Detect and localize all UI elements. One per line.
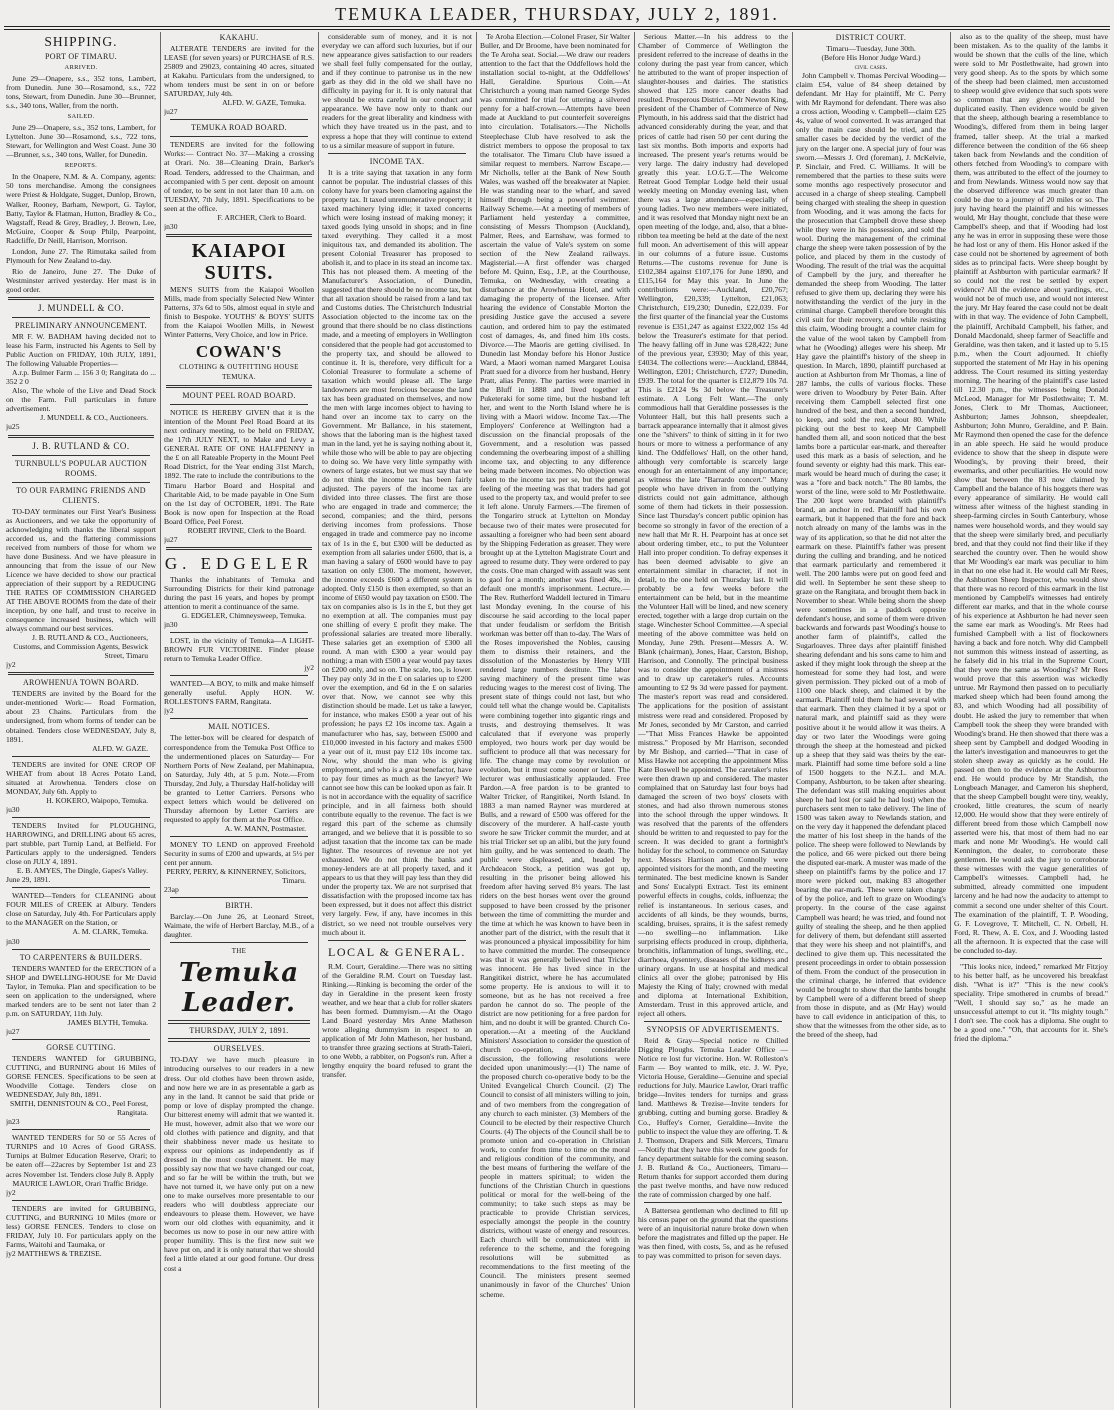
rutland-heading: J. B. RUTLAND & CO. — [32, 440, 130, 451]
boy-wanted-date: jy2 — [164, 706, 174, 716]
reports-text: In the Onapere, N.M. & A. Company, agents: 50 tons merchandise. Among the consignees were Priest & Holdgate, Sugget, Dunlop, Brown, Walker, Rooney, Barham, Newport, G. Taylor, Batty, Taylor & Flatman, Hutton, Bradley & Co., Wagstaff, Read & Grey, Bradley, J. Brown, Lee, McGuire, Cooper & Soup Philp, Pearpoint, Radcliffe, Dr Neill, Harrison, Morrison. — [6, 172, 156, 245]
cleaning-signature: A. M. CLARK, Temuka. — [72, 927, 148, 937]
column-1 — [6, 32, 156, 1408]
edgeler-text: Thanks the inhabitants of Temuka and Surrounding Districts for their kind patronage during the past 16 years, and hopes by prompt attention to merit a continuance of the same. — [164, 574, 314, 611]
plough-signature: E. B. AMYES, The Dingle, Gapes's Valley. — [16, 866, 148, 876]
crop-date: ju30 — [6, 804, 20, 814]
divider — [12, 817, 150, 818]
mount-peel-heading: MOUNT PEEL ROAD BOARD. — [182, 391, 296, 401]
carpenters-signature: JAMES BLYTH, Temuka. — [67, 1017, 148, 1027]
farming-heading: TO OUR FARMING FRIENDS AND CLIENTS. — [16, 485, 146, 505]
cleaning-text: WANTED—Tenders for CLEANING about FOUR MILES of CREEK at Albury. Tenders close on Saturday, July 4th. For Particulars apply to the MANAGER on the Station, or — [6, 891, 156, 928]
sailed-heading: SAILED. — [67, 113, 95, 121]
divider — [170, 675, 308, 676]
column-3 — [322, 32, 472, 1408]
kakahu-text: ALTERATE TENDERS are invited for the LEASE (for seven years) or PURCHASE of R.S. 25809 and 29023, containing 40 acres, situated at Kakahu. Particulars from the undersigned, to whom tenders must be sent in on or before SATURDAY, July 4th. — [164, 44, 314, 99]
divider — [166, 547, 312, 550]
column-divider — [318, 32, 319, 1408]
prelim-items: A.r.p. Bulmer Farm ... 156 3 0; Rangitata do ... 352 2 0 — [6, 368, 156, 387]
kakahu-date: ju27 — [164, 107, 178, 117]
local-general-text: R.M. Court, Geraldine.—There was no sitting of the Geraldine R.M. Court on Tuesday last. Rinking.—Rinking is becoming the order of the day in Geraldine in the present keen frosty weather, and we hear that a club for roller skaters has been formed. Dummyism.—At the Otago Land Board yesterday Mrs Anne Matheson wrote alleging dummyism in respect to an application of Mr John Matheson, her husband, to transfer three grazing sections at Strath-Taieri, to one Webb, a rabbiter, on Pogson's run. After a lengthy enquiry the board refused to grant the transfer. — [322, 961, 472, 1080]
income-tax-text: It is a trite saying that taxation in any form cannot be popular. The industrial classes of this colony have for years been clamoring against the property tax. It taxed unremunerative property; it taxed machinery lying idle; it taxed concerns which were losing instead of making money; it taxed goods lying unsold in shops; and in fine taxed everything. They called it a most iniquitous tax, and demanded its abolition. The present Colonial Treasurer has proposed to abolish it, and to place in its stead an income tax. This has not pleased them. A meeting of the Manufacturer's Association, of Dunedin, suggested that there should be no income tax, but that all taxation should be raised from a land tax and Customs duties. The Christchurch Industrial Association objected to the income tax on the ground that there should be no class distinctions made, and a meeting of employers in Wellington considered that the people had got accustomed to the property tax, and should be allowed to continue it. It is, therefore, very difficult for a Colonial Treasurer to formulate a scheme of taxation which would please all. The large landowners are most ferocious because the land tax has been graduated on themselves, and now the men with large incomes object to having to hand over an income tax to carry on the Government. Mr Ballance, in his statement, shows that the laboring man is the highest taxed man in the land, yet he is saying nothing about it, while those who will be able to pay are objecting to doing so. We have very little sympathy with owners of large estates, but we must say that we do not think the income tax has been fairly adjusted. The payers of the income tax are divided into three classes. The first are those who are engaged in trade and commerce; the second, companies; and the third, persons deriving incomes from professions. Those engaged in trade and commerce pay no income tax of 1s in the £, but £300 will be deducted as exemption from all salaries under £600, that is, a man having a salary of £600 would have to pay taxation on only £300. The moment, however, the income exceeds £600 a different system is adopted. Only £150 is then exempted, so that an income of £650 would pay taxation on £500. The tax on companies also is 1s in the £, but they get no exemption at all. The companies must pay one shilling of every £ profit they make. The professional salaries are treated more liberally. These salaries get an exemption of £300 all round. A man with £300 a year would pay nothing; a man with £500 a year would pay taxes on £200 only, and so on. The scale, too, is lower. They pay only 3d in the £ on salaries up to £200 over the exemption, and 6d in the £ on salaries over that. Now, we cannot see why this distinction should be made. Let us take a lawyer, for instance, who makes £500 a year out of his profession; he pays £2 10s income tax. Again a manufacturer who has, say, between £5000 and £10,000 invested in his factory and makes £500 a year out of it, must pay £12 10s income tax. Now, why should the man who is giving employment, and who is a great benefactor, have to pay four times as much as the lawyer? We cannot see how this can be looked upon as fair. It is not in accordance with the equality of sacrifice principle, and in all fairness both should contribute equally to the revenue. The fact is we regard this part of the scheme as clumsily arranged, and we believe that it is possible to so adjust taxation that the income tax can be made lighter. The resources of revenue are not yet exhausted. We do not think the banks and money-lenders are at all properly taxed, and it appears to us that they will pay less than they did under the property tax. We are not surprised that dissatisfaction with the proposed income tax has been expressed, but it does not affect this district very largely. Few, if any, have incomes in this district, so we need not trouble ourselves very much about it. — [322, 167, 472, 937]
prelim-signature: J. MUNDELL & CO., Auctioneers. — [40, 413, 148, 423]
turnbull-heading: TURNBULL'S POPULAR AUCTION ROOMS. — [14, 458, 148, 478]
nameplate-rule — [168, 1020, 310, 1024]
masthead-rule — [4, 29, 1110, 30]
farming-date: jy2 — [6, 660, 16, 670]
divider — [170, 897, 308, 898]
money-text: MONEY TO LEND on approved Freehold Security in sums of £200 and upwards, at 5½ per cent per annum. — [164, 840, 314, 868]
divider — [170, 718, 308, 719]
boy-wanted-text: WANTED—A BOY, to milk and make himself generally useful. Apply HON. W. ROLLESTON'S FARM, Rangitata. — [164, 679, 314, 707]
shipping-heading: SHIPPING. — [44, 34, 118, 49]
dateline-rule — [168, 1038, 310, 1042]
income-tax-heading: INCOME TAX. — [369, 156, 425, 166]
cowan-heading: COWAN'S — [195, 342, 283, 362]
prelim-heading: PRELIMINARY ANNOUNCEMENT. — [15, 320, 147, 330]
lost-text: LOST, in the vicinity of Temuka—A LIGHT-BROWN FUR VICTORINE. Finder please return to Temuka Leader Office. — [164, 636, 314, 664]
gorse-date: jn23 — [6, 1117, 20, 1127]
divider — [960, 958, 1102, 959]
divider — [8, 435, 154, 438]
turnips-text: WANTED TENDERS for 50 or 55 Acres of TURNIPS and 10 Acres of Good GRASS. Turnips at Bulmer Education Reserve, Orari; to be eaten off—22acres by September 1st and 23 acres November 1st. Tenders close July 8. Apply — [6, 1133, 156, 1179]
rio-text: Rio de Janeiro, June 27. The Duke of Westminster arrived yesterday. Her mast is in good order. — [6, 266, 156, 294]
edgeler-date: jn30 — [164, 620, 178, 630]
divider — [8, 297, 154, 300]
column-2 — [164, 32, 314, 1408]
road-board-date: jn30 — [164, 221, 178, 231]
gorse-signature: SMITH, DENNISTOUN & CO., Peel Forest, Rangitata. — [9, 1099, 148, 1118]
lost-date: jy2 — [304, 663, 314, 673]
kaiapoi-text: MEN'S SUITS from the Kaiapoi Woollen Mills, made from specially Selected New Winter Patterns, 37s 6d to 50s, almost equal in style and finish to Bespoke. YOUTHS' & BOYS' SUITS from the Kaiapoi Woollen Mills, in Newest Winter Patterns, Very Choice, and low in Price. — [164, 284, 314, 340]
kaiapoi-heading: KAIAPOI SUITS. — [191, 239, 287, 284]
divider — [12, 1039, 150, 1040]
nameplate-the: THE — [231, 947, 247, 956]
court-subheading: Timaru—Tuesday, June 30th. — [826, 44, 916, 53]
gorse-heading: GORSE CUTTING. — [46, 1042, 116, 1052]
column-divider — [634, 32, 635, 1408]
money-signature: PERRY, PERRY, & KINNERNEY, Solicitors, Timaru. — [166, 867, 306, 886]
column-divider — [950, 32, 951, 1408]
divider — [170, 136, 308, 137]
dateline: THURSDAY, JULY 2, 1891. — [189, 1026, 289, 1036]
shipping-subheading: PORT OF TIMARU. — [45, 52, 117, 61]
divider — [8, 672, 154, 675]
divider — [12, 482, 150, 483]
divider — [12, 756, 150, 757]
local-general-items-2: Serious Matter.—In his address to the Chamber of Commerce of Wellington the president referred to the increase of deaths in the colony during the past year from cancer, which he attributed to the want of proper inspection of slaughter-houses and dairies. The statistics showed that 125 more cancer deaths had resulted. Prosperous District.—Mr Newton King, president of the Chamber of Commerce of New Plymouth, in his address said that the district had advanced considerably during the year, and that prices of cattle had risen 50 per cent during the last six months. Both imports and exports had increased. The present year's returns would be very large. The dairy industry had developed greatly this year. I.O.G.T.—The Welcome Retreat Good Templar Lodge held their usual weekly meeting on Monday evening last, when there was a large attendance—especially of young ladies. Two new members were initiated, and it was resolved that Monday night next be an open meeting of the lodge, and, also, that a blue-ribbon tea meeting be held at the date of the next full moon. An advertisement of this will appear in our columns of a future issue. Customs Returns.—The customs revenue for June is £102,384 against £107,176 for June 1890, and £115,164 for May this year. In June the contributions were:—Auckland, £20,767; Wellington, £20,339; Lyttelton, £21,063; Christchurch, £19,230; Dunedin, £22,039. For the first quarter of the financial year the Customs revenue is £351,247 as against £322,002 15s 4d below the Treasurer's estimate for that period. The heavy falling off in June was £28,422; June of the previous year, £3930; May of this year, £4034. The collections were:—Auckland, £8844, Wellington, £201; Christchurch, £727; Dunedin, £939. The total for the quarter is £12,879 10s 7d. This is £2124 9s 3d below the Treasurer's estimate. A Long Felt Want.—The only commodious hall that Geraldine possesses is the Volunteer Hall, but this hall presents such a barrack appearance internally that it almost gives one the "shivers" to think of sitting in it for two hours or more to witness a performance of any kind. The Oddfellows' Hall, on the other hand, although very comfortable is scarcely large enough for an entertainment of any importance; as witness the late "Barrardo concert." Many people who have driven in from the outlying districts could not gain admittance, although some of them had tickets in their possession. Since last Thursday's concert public opinion has become so strongly in favor of the erection of a new hall that Mr R. H. Pearpoint has at once set about ordering timber, etc., to put the Volunteer Hall into proper condition. To defray expenses it has been deemed advisable to give an entertainment similar in character, if not in detail, to the one held on Thursday last. It will probably be a few weeks before the entertainment can be held, but in the meantime the Volunteer Hall will be lined, and new scenery erected, together with a large drop curtain on the stage. Winchester School Committee.—A special meeting of the above committee was held on Monday, June 29th. Present—Messrs A. W. Blank (chairman), Jones, Haar, Carston, Bishop, Harrison, and Connolly. The principal business was to consider the appointment of a mistress and to draw up caretaker's rules. Accounts amounting to £2 9s 3d were passed for payment. The master's report was read and considered. The applications for the position of assistant mistress were read and considered. Proposed by Mr Jones, seconded by Mr Carston, and carried—"That Miss Frances Hawke be appointed mistress." Proposed by Mr Harrison, seconded by Mr Bishop, and carried—"That in case of Miss Hawke not accepting the appointment Miss Kate Boswell be appointed. The caretaker's rules were then drawn up and considered. The master complained that on Saturday last four boys had damaged the screen of two boys' closets with stones, and had also thrown numerous stones into the school through the upper windows. It was resolved that the parents of the offenders should be written to and requested to pay for the screen. It was decided to grant a fortnight's holiday for the school, to commence on Saturday next. Messrs Harrison and Connolly were appointed visitors for the month, and the meeting terminated. The best medicine known is Sander and Sons' Eucalypti Extract. Test its eminent powerful effects in coughs, colds, influenza; the relief is instantaneous. In serious cases, and accidents of all kinds, be they wounds, burns, scalding, bruises, sprains, it is the safest remedy—no swelling—no inflammation. Like surprising effects produced in croup, diphtheria, bronchitis, inflammation of lungs, swelling, etc., diarrhoea, dysentery, diseases of the kidneys and urinary organs. In use at hospital and medical clinics all over the globe; patronised by His Majesty the King of Italy; crowned with medal and diploma at International Exhibition, Amsterdam. Trust in this approved article, and reject all others. — [638, 32, 788, 1019]
carpenters-date: ju27 — [6, 1026, 20, 1036]
turnips-signature: MAURICE LAWLOR, Orari Traffic Bridge. — [12, 1178, 148, 1188]
masthead: TEMUKA LEADER, THURSDAY, JULY 2, 1891. — [335, 4, 779, 24]
farming-text: TO-DAY terminates our First Year's Business as Auctioneers, and we take the opportunity of acknowledging with thanks the liberal support accorded us, and the flattering commissions received from numbers of those for whom we have done Business. And we have pleasure in announcing that from the issue of our New Licence we have decided to show our practical appreciation of their support by a REDUCING THE RATES OF COMMISSION CHARGED AT THE ABOVE ROOMS from the date of their inception, by one half, and trust to receive in consequence increased business, which will always command our best services. — [6, 506, 156, 634]
arrived-text: June 29—Onapere, s.s., 352 tons, Lambert, from Dunedin. June 30—Rosamond, s.s., 722 tons, Stewart, from Dunedin. June 30—Brunner, s.s., 340 tons, Waller, from the north. — [6, 74, 156, 111]
prelim-text: MR F. W. BADHAM having decided not to lease his Farm, instructed his Agents to Sell by Public Auction on FRIDAY, 10th JULY, 1891, The following Valuable Properties— — [6, 331, 156, 369]
divider — [170, 119, 308, 120]
arowhenua-signature: ALFD. W. GAZE. — [92, 743, 148, 753]
edgeler-signature: G. EDGELER, Chimneysweep, Temuka. — [181, 611, 306, 621]
london-text: London, June 27. The Rimutaka sailed from Plymouth for New Zealand to-day. — [6, 246, 156, 265]
divider — [166, 234, 312, 237]
mount-peel-date: ju27 — [164, 534, 178, 544]
local-general-items: Te Aroha Election.—Colonel Fraser, Sir Walter Buller, and Dr Broome, have been nominated for the Te Aroha seat. Social.—We draw our readers attention to the fact that the Oddfellows hold the installation social to-night, at the Oddfellows' Hall, Geraldine. Spurious Coin.—At Christchurch a young man named George Sydes was committed for trial for uttering a silvered penny for a half-crown.—Attempts have been made at Auckland to put counterfeit sovereigns into circulation. Totalisators.—The Nicholls Steeplechase Club have resolved to ask the district members to oppose the proposal to tax the totalisator. The Timaru Club have issued a similar request to members. Narrow Escape.—Mr Nicholls, teller at the Bank of New South Wales, was washed off the breakwater at Napier. He was standing near to the wharf, and saved himself through being a powerful swimmer. Railway Scheme.—At a meeting of members of Parliament held yesterday a committee, consisting of Messrs Thompson (Auckland), Palmer, Rees, and Earnshaw, was formed to ascertain the value of Vale's system on some section of the New Zealand railways. Magisterial.—A first offender was charged before M. Quinn, Esq., J.P., at the Courthouse, Temuka, on Wednesday, with creating a disturbance at the Arowhenua Hotel, and with damaging the property of the licensee. After hearing the evidence of Constable Morton the presiding Justice gave the accused a severe caution, and ordered him to pay the estimated cost of damages, 4s, and fined him 10s costs. Divorce.—The Maoris are getting civilised. In Dunedin last Monday before his Honor Justice Ward, a Maori woman named Margaret Louisa Pratt sued for a divorce from her husband, Henry Pratt, alias Penny. The parties were married in the Bluff in 1888 and lived together at Puketeraki for some time, but the husband left her, and went to the North Island where he is living with a Maori widow. Income Tax.—The Employers' Conference at Wellington had a discussion on the financial proposals of the Government, and a resolution was passed condemning the overbearing impost of a shilling income tax, and objecting to any difference being made between incomes. No objection was taken to the income tax per se, but the general feeling of the meeting was that traders had got used to the property tax, and would prefer to see it left alone. Unruly Farmers.—The firemen of the Tongariro struck at Lyttelton on Monday because two of their mates were prosecuted for assaulting a foreigner who had been sent aboard by the Shipping Federation as greaser. They were brought up at the Lyttelton Magistrate Court and agreed to resume duty. They were ordered to pay the costs. One man charged with assault was sent to gaol for a month; another was fined 40s, in default one month's imprisonment. Lecture.—The Rev. Rutherford Waddell lectured in Timaru last Monday evening. In the course of his discourse he said according to the local paper that under feudalism or serfdom the British workman was better off than to-day. The Wars of the Roses impoverished the Nobles, causing them to dismiss their retainers, and the dissolution of the Monasteries by Henry VIII rendered large numbers destitute. The labor saving machinery of the present time was reducing wages to the merest cost of living. The present state of things could not last, but who could tell what the change would be. Capitalists were combining together into gigantic rings and trusts, and destroying themselves. It was calculated that if everyone was properly employed, two hours work per day would be sufficient to produce all that was necessary for life. The change may come by revolution or evolution, but it must come sooner or later. The lecturer was enthusiastically applauded. Free Pardon.—A free pardon is to be granted to Walter Tricker, of Rangitikei, North Island. In 1883 a man named Rayner was murdered at Bulls, and a reward of £500 was offered for the discovery of the murderer. A half-caste youth swore he saw Tricker commit the murder, and at his trial Tricker set up an alibi, but the jury found him guilty, and he was sentenced to death. The public were displeased, and, headed by Archdeacon Stock, a petition was got up, resulting in the prisoner being allowed his freedom after having served 8½ years. The last riders on the best horses went over the ground supposed to have been crossed by the prisoner between the time of committing the murder and the time at which he was known to have been in another part of the district, with the result that it was pronounced a physical impossibility for him to have committed the murder. The consequence was that it was generally believed that Tricker was innocent. He has lived since in the Rangitikei district, where he has accumulated some property. He is anxious to will it to someone, but as he has not received a free pardon he cannot do so. The people of the district are now petitioning for a free pardon for him, and no doubt it will be granted. Church Co-operation.—At a meeting of the Auckland Ministers' Association to consider the question of church co-operation, after considerable discussion, the following resolutions were decided upon unanimously:—(1) The name of the proposed church co-operative body to be the United Evangelical Church Council. (2) The Council to consist of all ministers willing to join, and of two members from the congregation of any church to each minister. (3) Members of the Council to be elected by their respective Church Courts. (4) The objects of the Council shall be to promote union and co-operation in Christian work, to confer from time to time on the moral and religious condition of the community, and the best means of furthering the welfare of the people in matters spiritual; to widen the functions of the Christian Church in questions political or moral for the well-being of the community; to take such steps as may be practicable to provide Christian services, especially amongst the people in the country districts, without waste of energy and resources. Each church will be communicated with in reference to the scheme, and the foregoing resolutions will be submitted as recommendations to the first meeting of the Council. The ministers present seemed unanimously in favor of the Churches' Union scheme. — [480, 32, 630, 1299]
plough-text: TENDERS Invited for PLOUGHING, HARROWING, and DRILLING about 65 acres, part stubble, part Turnip Land, at Belfield. For Particulars apply to the undersigned. Tenders close on JULY 4, 1891. — [6, 820, 156, 867]
turnips-date: jy2 — [6, 1187, 16, 1197]
grubbing-signature: jy2 MATTHEWS & TREZISE. — [6, 1248, 102, 1258]
local-general-heading: LOCAL & GENERAL. — [328, 944, 466, 959]
arowhenua-heading: AROWHENUA TOWN BOARD. — [22, 678, 139, 688]
court-report-text: John Campbell v. Thomas Percival Wooding—claim £54, value of 84 sheep detained by defendant. Mr Hay for plaintiff, Mr C. Perry with Mr Raymond for defendant. There was also a cross action, Wooding v. Campbell—claim £25 4s, value of wool converted. It was arranged that only the main case should be tried, and the smaller cases be decided by the verdict of the jury on the larger one. A special jury of four was sworn.—Messrs J. Ord (foreman), J. McKelvie, P. Sinclair, and Fred. C. Williams. It will be remembered that the parties to these suits were some months ago respectively prosecutor and accused in a charge of sheep stealing. Campbell being charged with stealing the sheep in question from Wooding, and it was among the facts for the prosecution that Campbell drove these sheep while they were in his possession, and sold the wool. During the management of the criminal charge the sheep were taken possession of by the police, and placed by them in the custody of Wooding. The result of the trial was the acquittal of Campbell by the jury, and thereafter he demanded the sheep from Wooding. The latter refused to give them up, declaring they were his notwithstanding the verdict of the jury in the criminal charge. Campbell therefore brought this civil suit for their recovery, and while resisting this claim, Wooding brought a counter claim for the value of the wool taken by Campbell from what he (Wooding) alleges were his sheep. Mr Hay gave the plaintiff's history of the sheep in question. In March, 1890, plaintiff purchased at auction at Ashburton from Mr Thomas, a line of 287 lambs, the culls of various flocks. These were driven to Woodbury by Peter Bain. After receiving them Campbell selected first one hundred of the best, and then a second hundred, to keep, and sold the rest, about 80. While picking out the best to keep Mr Campbell handled them all, and soon noticed that the best lambs bore a particular ear-mark, and thereafter used this mark as a basis of selection, and he found seventy or eighty had this mark. This ear-mark would be heard much of during the case; it was a "fore and back notch." The 80 lambs, the worst of the line, were sold to Mr Postlethwaite. The 200 kept were branded with plaintiff's brand, an anchor in red. Plaintiff had his own earmark, but it happened that the fore and back notch already on many of the lambs was in the way of its application, so that he did not alter the earmark on these. Plaintiff's father was present during the culling and branding, and he noticed that earmark particularly and remembered it well. The 200 lambs were put on good feed and did well. In September he sent these sheep to graze on the Rangitata, and brought them back in November to shear. While being shorn the sheep were sometimes in a paddock opposite defendant's house, and some of them were driven backwards and forwards past Wooding's house to another farm of plaintiff's, called the Sugarloaves. Three days after plaintiff finished shearing defendant and his sons came to him and asked if they might look through the sheep at the homestead for some they had lost, and were given permission. They picked out of a mob of 1100 one black sheep, and claimed it by the earmark. Plaintiff told them he had several with that earmark. Then they claimed it by a spot or natural mark, and plaintiff said as they were positive about it he would allow it was theirs. A day or two later the Woodings were going through the sheep at the homestead and picked up a sheep that they said was theirs by the ear-mark. Plaintiff had some time before sold a line of 1500 hoggets to the N.Z.L. and M.A. Company, Ashburton, to be taken after shearing. The defendant was still making enquiries about sheep he had lost (or said he had lost) when the purchasers sent men to take delivery. The line of 1500 was taken away to Newlands station, and on the very day it happened the defendant placed the matter of his lost sheep in the hands of the police. The sheep were followed to Newlands by the police, and 66 were picked out there being the disputed ear-mark. A muster was made of the sheep on plaintiff's farms by the police and 17 more were picked out, making 83 altogether bearing the ear-mark. These were taken charge of by the police, and left to graze on Wooding's property. In the course of the case against Campbell was heard; he was tried, and found not guilty of stealing the sheep, and he then applied for delivery of them, but defendant still asserted that they were his sheep and not plaintiff's, and declined to give them up. This necessitated the present proceedings in order to obtain possession of them. From the conduct of the prosecution in the criminal charge, he inferred that evidence would be brought to show that the lambs bought by Campbell were of a different breed of sheep from those in dispute, and as (Mr Hay) would have to call evidence in anticipation of this, to show that the witnesses from the other side, as to the breed of the sheep, had — [796, 71, 946, 1040]
road-board-signature: F. ARCHER, Clerk to Board. — [217, 212, 306, 222]
prelim-tail: Also, The whole of the Live and Dead Stock on the Farm. Full particulars in future advertisement. — [6, 386, 156, 414]
column-divider — [792, 32, 793, 1408]
divider — [170, 404, 308, 405]
cleaning-date: jn30 — [6, 936, 20, 946]
carpenters-text: TENDERS WANTED for the ERECTION of a SHOP and DWELLING-HOUSE for Mr David Taylor, in Temuka. Plan and specification to be seen on application to the undersigned, where marked tenders are to be sent not later than 2 p.m. on SATURDAY, 11th July. — [6, 963, 156, 1018]
birth-heading: BIRTH. — [225, 901, 253, 911]
divider — [166, 385, 312, 388]
mail-text: The letter-box will be cleared for despatch of correspondence from the Temuka Post Office to the undermentioned places on Saturday— For Northern Ports of New Zealand, per Mahinapua, on Saturday, July 4th, at 5 p.m. Note.—From Thursday, 2nd July, a Thursday Half-holiday will be granted to Letter Carriers. Persons who expect letters which would be delivered on Thursday afternoon by Letter Carriers are requested to apply for them at the Post Office. — [164, 733, 314, 824]
divider — [170, 942, 308, 943]
ourselves-text: TO-DAY we have much pleasure in introducing ourselves to our readers in a new dress. Our old clothes have been thrown aside, and now here we are in as presentable a garb as any in the land. It cannot be said that pride or pomp or love of display prompted the change. Our bitterest enemy will admit that we wanted it. He must, however, admit also that we wore our old clothes with patience and dignity, and that their shabbiness never made us hesitate to express our opinions as independently as if dressed in the most costly raiment. He may possibly say now that we have changed our coat, and so far he will be within the truth, but we have not turned it, we have only put on a new one to make ourselves more presentable to our readers who will doubtless appreciate our endeavours to please them. However, we have worn our old clothes with equanimity, and it becomes us now to pose in our new attire with proper humility. This is the first new suit we have put on, and it is only natural that we should feel a little elated at our good fortune. Our dress cost a — [164, 1055, 314, 1273]
reports-heading: REPORTS. — [64, 162, 98, 170]
gorse-text: TENDERS WANTED for GRUBBING, CUTTING, and BURNING about 16 Miles of GORSE FENCES. Specifications to be seen at Woodville Cottage. Tenders close on WEDNESDAY, July 8th, 1891. — [6, 1053, 156, 1100]
mail-heading: MAIL NOTICES. — [208, 722, 270, 732]
divider — [644, 1021, 782, 1022]
arowhenua-text: TENDERS are invited by the Board for the under-mentioned Work:— Road Formation, about 23 Chains. Particulars from the undersigned, from whom forms of tender can be obtained. Tenders close WEDNESDAY, July 8, 1891. — [6, 689, 156, 744]
column-4 — [480, 32, 630, 1408]
battersea-text: A Battersea gentleman who declined to fill up his census paper on the ground that the questions were of an inquisitorial nature broke down when before the magistrates and filled up the paper. He was then fined, with costs, 5s, and as he refused to pay was committed to prison for seven days. — [638, 1205, 788, 1261]
column-7 — [954, 32, 1108, 1408]
civil-cases-heading: civil cases. — [854, 62, 888, 72]
column-6 — [796, 32, 946, 1408]
court-judge: (Before His Honor Judge Ward.) — [821, 53, 921, 63]
ourselves-continued: considerable sum of money, and it is not everyday we can afford such luxuries, but if our new appearance gives satisfaction to our readers we shall feel fully compensated for the outlay, and if they continue to patronise us in the new garb as they did in the old we shall have no difficulty in paying for it. It is only natural that we should be extra careful in our conduct and appearance. We have now only to thank our readers for the great liberality and kindness with which they have treated us in the past, and to express a hope that they will continue to extend to us a similar measure of support in future. — [322, 32, 472, 150]
synopsis-heading: SYNOPSIS OF ADVERTISEMENTS. — [646, 1025, 780, 1035]
crop-signature: H. KOKERO, Waipopo, Temuka. — [46, 795, 148, 805]
divider — [12, 317, 150, 318]
prelim-date: ju25 — [6, 422, 20, 432]
mundell-heading: J. MUNDELL & CO. — [38, 302, 124, 313]
money-date: 23ap — [164, 885, 179, 895]
synopsis-text: Reid & Gray—Special notice re Chilled Digging Ploughs. Temuka Leader Office — Notice re lost fur victorine. Hon. W. Rolleston's Farm — Boy wanted to milk, etc. J. W. Pye, Victoria House, Geraldine—Genuine and special reductions for July. Maurice Lawlor, Orari traffic bridge—Invites tenders for turnips and grass land. Matthews & Trezise—Invite tenders for grubbing, cutting and burning gorse. Bradley & Co., Huffey's Corner, Geraldine—Invite the public to inspect the value they are offering. T. & J. Thomson, Drapers and Silk Mercers, Timaru—Notify that they have this week new goods for fancy department suitable for the coming season. J. B. Rutland & Co., Auctioneers, Timaru—Return thanks for support accorded them during the past twelve months, and have now reduced the rate of commission charged by one half. — [638, 1036, 788, 1199]
ourselves-heading: OURSELVES. — [213, 1044, 265, 1054]
mount-peel-text: NOTICE IS HEREBY GIVEN that it is the intention of the Mount Peel Road Board at its next ordinary meeting, to be held on FRIDAY, the 17th JULY NEXT, to Make and Levy a GENERAL RATE OF ONE HALFPENNY in the £ on all Rateable Property in the Mount Peel Road District, for the Year ending 31st March, 1892. The rate to include the contributions to the Timaru Harbor Board and Hospital and Charitable Aid, to be made payable in One Sum on the 1st day of OCTOBER, 1891. The Rate Book is now open for Inspection at the Road Board Office, Peel Forest. — [164, 408, 314, 526]
column-5 — [638, 32, 788, 1408]
kakahu-heading: KAKAHU. — [219, 33, 259, 42]
divider — [170, 836, 308, 837]
divider — [12, 887, 150, 888]
court-report-continued: also as to the quality of the sheep, must have been mistaken. As to the quality of the lambs it would be shown that the culls of the line, which were sold to Mr Postlethwaite, had grown into very good sheep. As to the spots by which some of the sheep had been claimed, men accustomed to sheep would give evidence that such spots were so common that any given one could be duplicated easily. Then evidence would be given that the sheep, although bearing a resemblance to Wooding's, differed from them in being larger framed, taller sheep. At the trial a marked difference between the condition of the 66 sheep taken back from Newlands and the condition of others fetched from Wooding's to compare with them, was attributed to the effect of the journey to and from Newlands. Witness would now say that the observed difference was much greater than could be due to a journey of 20 miles or so. The jury having heard the plaintiff and his witnesses would, Mr Hay thought, conclude that these were Campbell's sheep, and that if Wooding had lost any he was in error in supposing these were those he had lost or any of them. His Honor asked if the case could not be shortened by agreement of both sides as to principal facts. Were sheep bought by plaintiff at Ashburton with particular earmark? If so could not the rest be settled by expert evidence? All the evidence about yardings, etc., would not be of much use, and would not interest the jury. Mr Hay feared the case could not be dealt with in that way. The evidence of John Campbell, the plaintiff, Archibald Campbell, his father, and Donald Macdonald, sheep farmer of Seacliffe and Geraldine, was then taken, and it lasted up to 5.15 p.m., when the Court adjourned. It chiefly supported the statement of Mr Hay in his opening address. The Court resumed its sitting yesterday morning. The hearing of the plaintiff's case lasted till 12.30 p.m., the witnesses being Donald McLeod, Manager for Mr Postlethwaite; T. M. Jones, Clerk to Mr Thomas, Auctioneer, Ashburton; James Johnson, sheepdealer, Ashburton; John Munro, Geraldine, and P. Bain. Mr Raymond then opened the case for the defence in an able speech. He said he would produce evidence to show that the sheep in dispute were Wooding's, by proving their breed, their ewemarks, and other peculiarities. He would now show that between the 83 now claimed by Campbell and the balance of his hoggets there was every appearance of similarity. He would call witness after witness of the highest standing in sheep-farming circles in South Canterbury, whose names were household words, and they would say that the sheep were similarly bred, and peculiarly bred, and that they could not find their like if they searched the country over. Then he would show that Mr Wooding's ear mark was peculiar to him in that no one else had it. He would call Mr Rees, the Ashburton Sheep Inspector, who would show that there was no record of this earmark in the list mentioned by Campbell's witnesses had entirely different ear marks, and that in the whole course of his experience at Ashburton he had never seen the same ear mark as Wooding's. Mr Rees had furnished Campbell with a list of flockowners having a back and fore notch. Why did Campbell not summon this witness instead of asserting, as he falsely did in his trial in the Supreme Court, that they were the same as Wooding's? Mr Rees would prove that this assertion was wickedly untrue. Mr Raymond then passed on to peculiarly marked sheep which had been found among the 83, and which Wooding had all possibility of doubt. He asked the jury to remember that when Campbell took the sheep they were branded with Wooding's brand. He then showed that there was a sheep sent by Campbell and dodged Wooding in the latter's investigation and manoeuvres to get the stolen sheep away as quickly as he could. He passed on then to the evidence at the Ashburton end. He would produce by Mr Standish, the Longbeach Manager, and Cameron his shepherd, that the sheep Campbell bought were tiny, weakly, crooked, little creatures, the scum of nearly 12,000. He would show that they were entirely of different breed from those which Campbell now asserted were his, that most of them had no ear mark and none Mr Wooding's. He would call Kennington, the dealer, to corroborate these gentlemen. He would ask the jury to corroborate these witnesses with the vague generalities of Campbell's witnesses. Campbell had, he submitted, already committed one impudent larceny and he had now the audacity to attempt to commit a second one under shelter of this Court. The examination of the plaintiff, T. P. Wooding, G. F. Lovegrove, T. Mitchell, C. N. Orbell, H. Ford, R. Thew, A. E. Cox, and J. Wooding lasted all the afternoon. It is expected that the case will be concluded to-day. — [954, 32, 1108, 955]
joke-text: "This looks nice, indeed," remarked Mr Fitzjoy to his better half, as he uncovered his breakfast dish. "What is it?" "This is the new cook's speciality. Tripe smothered in crumbs of bread." "Well, I should say so," as he made an unsuccessful attempt to cut it. "Its mighty tough." I don't see. The cook has a diploma. She ought to be a good one." "Oh, that accounts for it. She's fried the diploma." — [954, 961, 1108, 1044]
road-board-text: TENDERS are invited for the following Works:— Contract No. 37—Making a crossing at Orari. No. 38—Cleaning Drain, Barker's Road. Tenders, addressed to the Chairman, and accompanied with 5 per cent. deposit on amount of tender, to be sent in not later than 10 a.m. on TUESDAY, 7th July, 1891. Specifications to be seen at the office. — [164, 140, 314, 213]
mount-peel-signature: ROBERT IRVINE, Clerk to the Board. — [187, 525, 306, 535]
divider — [12, 949, 150, 950]
divider — [12, 455, 150, 456]
court-heading: DISTRICT COURT. — [835, 33, 907, 42]
divider — [328, 940, 466, 941]
column-divider — [476, 32, 477, 1408]
divider — [328, 153, 466, 154]
arrived-heading: ARRIVED. — [64, 64, 98, 71]
kakahu-signature: ALFD. W. GAZE, Temuka. — [222, 98, 306, 108]
carpenters-heading: TO CARPENTERS & BUILDERS. — [19, 952, 143, 962]
divider — [12, 1200, 150, 1201]
column-divider — [160, 32, 161, 1408]
birth-text: Barclay.—On June 26, at Leonard Street, Waimate, the wife of Herbert Barclay, M.B., of a daughter. — [164, 912, 314, 940]
plough-date: June 29, 1891. — [6, 875, 51, 885]
divider — [644, 1202, 782, 1203]
crop-text: TENDERS are invited for ONE CROP OF WHEAT from about 18 Acres Potato Land, situated at Arowhenua. Tenders close on MONDAY, July 6th. Apply to — [6, 759, 156, 796]
divider — [170, 632, 308, 633]
cowan-subheading: CLOTHING & OUTFITTING HOUSE TEMUKA. — [179, 363, 299, 382]
road-board-heading: TEMUKA ROAD BOARD. — [191, 123, 287, 133]
divider — [12, 1129, 150, 1130]
edgeler-heading: G. EDGELER — [164, 553, 314, 573]
nameplate: Temuka Leader. — [178, 958, 300, 1019]
farming-signature: J. B. RUTLAND & CO., Auctioneers, Customs, and Commission Agents, Beswick Street, Timaru — [13, 633, 148, 661]
masthead-rule — [4, 26, 1110, 27]
grubbing-text: TENDERS are invited for GRUBBING, CUTTING, and BURNING 10 Miles (more or less) GORSE FENCES. Tenders to close on FRIDAY, July 10. For particulars apply on the Farms, Waitohi and Taumaka, or — [6, 1203, 156, 1249]
sailed-text: June 29—Onapere, s.s., 352 tons, Lambert, for Lyttelton. June 30—Rosamond, s.s., 722 tons, Stewart, for Wellington and West Coast. June 30—Brunner, s.s., 340 tons, Waller, for Dunedin. — [6, 123, 156, 160]
mail-signature: A. W. MANN, Postmaster. — [224, 823, 306, 833]
